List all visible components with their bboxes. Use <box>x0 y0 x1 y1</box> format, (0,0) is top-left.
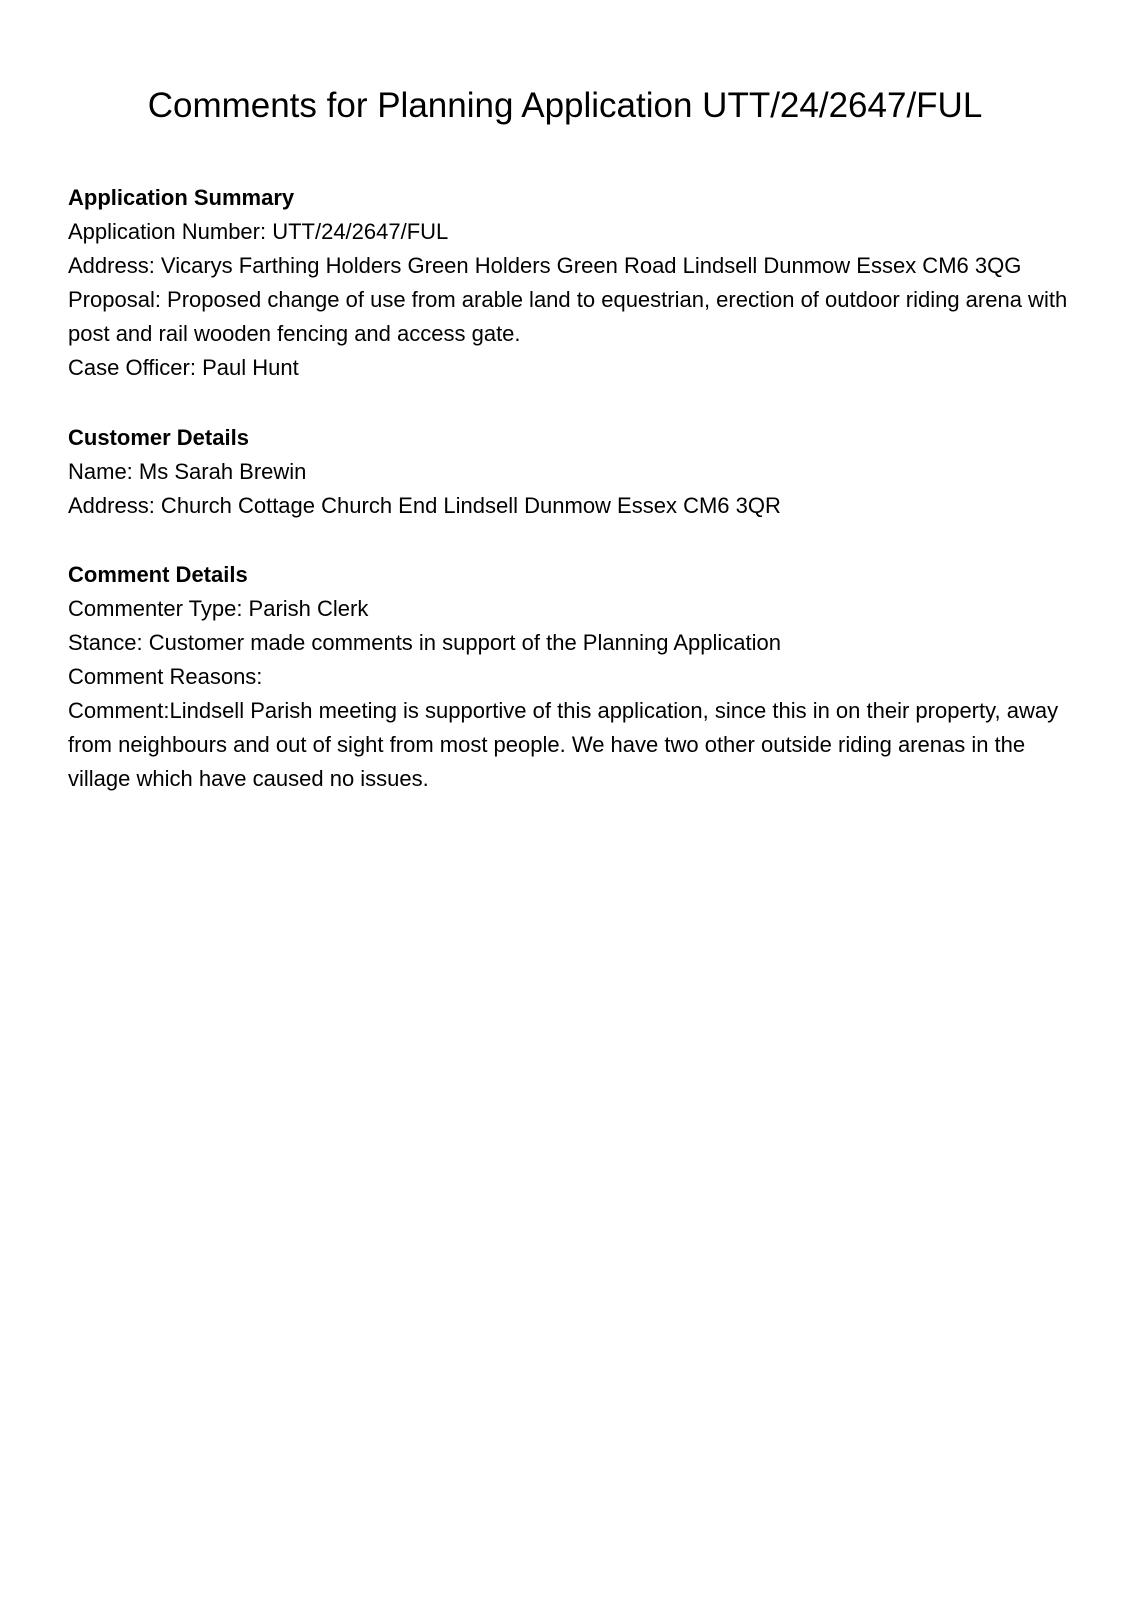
application-number: Application Number: UTT/24/2647/FUL <box>68 219 449 244</box>
comment-stance: Stance: Customer made comments in support of the Planning Application <box>68 630 781 655</box>
application-summary-section <box>68 181 1068 385</box>
customer-address: Address: Church Cottage Church End Lindsell Dunmow Essex CM6 3QR <box>68 493 781 518</box>
application-summary-heading: Application Summary <box>68 185 295 210</box>
comment-reasons: Comment Reasons: <box>68 664 263 689</box>
customer-details-section <box>68 421 1068 523</box>
customer-details-heading: Customer Details <box>68 425 249 450</box>
case-officer: Case Officer: Paul Hunt <box>68 355 299 380</box>
commenter-type: Commenter Type: Parish Clerk <box>68 596 369 621</box>
page-title: Comments for Planning Application UTT/24/2647/FUL <box>147 86 983 125</box>
comment-text: Comment:Lindsell Parish meeting is supportive of this application, since this in on their property, away from neighbours and out of sight from most people. We have two other outside riding arenas in the village which have caused no issues. <box>68 698 1059 791</box>
comment-details-heading: Comment Details <box>68 562 248 587</box>
customer-name: Name: Ms Sarah Brewin <box>68 459 307 484</box>
application-proposal: Proposal: Proposed change of use from arable land to equestrian, erection of outdoor riding arena with post and rail wooden fencing and access gate. <box>68 287 1068 346</box>
comment-details-section <box>68 558 1068 796</box>
application-address: Address: Vicarys Farthing Holders Green Holders Green Road Lindsell Dunmow Essex CM6 3QG <box>68 253 1022 278</box>
